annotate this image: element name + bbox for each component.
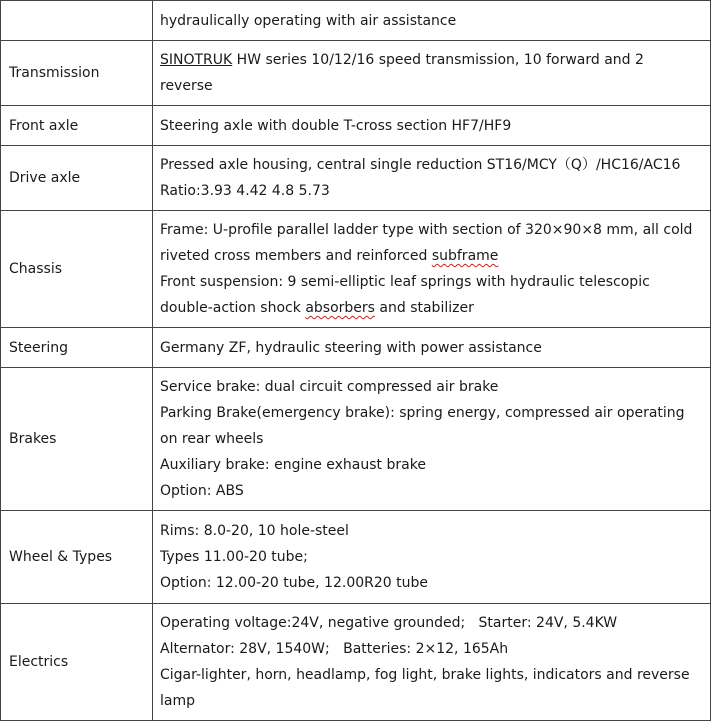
row-value — [153, 146, 711, 211]
row-label: Brakes — [1, 368, 153, 511]
row-label: Wheel & Types — [1, 511, 153, 604]
value-text: and stabilizer — [374, 300, 474, 316]
value-text: riveted cross members and reinforced — [160, 248, 432, 264]
row-label — [1, 1, 153, 41]
table-row — [1, 511, 711, 604]
row-label: Front axle — [1, 106, 153, 146]
table-row — [1, 1, 711, 41]
row-label: Drive axle — [1, 146, 153, 211]
value-line — [160, 243, 704, 269]
row-value — [153, 368, 711, 511]
value-line: Front suspension: 9 semi-elliptic leaf springs with hydraulic telescopic — [160, 274, 650, 290]
value-line: Germany ZF, hydraulic steering with power assistance — [160, 339, 542, 356]
row-value — [153, 41, 711, 106]
brand-name: SINOTRUK — [160, 52, 233, 68]
spellcheck-flagged-word: absorbers — [305, 300, 375, 316]
row-label: Transmission — [1, 41, 153, 106]
value-line: Operating voltage:24V, negative grounded; Starter: 24V, 5.4KW — [160, 615, 618, 631]
value-line: Parking Brake(emergency brake): spring energy, compressed air operating — [160, 405, 685, 421]
value-line: lamp — [160, 693, 195, 709]
value-line: Option: ABS — [160, 483, 244, 499]
spellcheck-flagged-word: subframe — [431, 248, 499, 264]
value-line: Rims: 8.0-20, 10 hole-steel — [160, 523, 349, 539]
row-value — [153, 604, 711, 721]
value-text: double-action shock — [160, 300, 306, 316]
table-row — [1, 106, 711, 146]
row-label: Steering — [1, 328, 153, 368]
value-line: Alternator: 28V, 1540W; Batteries: 2×12, 165Ah — [160, 641, 509, 657]
value-line — [160, 47, 704, 73]
row-label: Electrics — [1, 604, 153, 721]
table-row — [1, 328, 711, 368]
value-line: Ratio:3.93 4.42 4.8 5.73 — [160, 183, 330, 199]
table-row — [1, 41, 711, 106]
value-line: reverse — [160, 78, 213, 94]
row-value — [153, 1, 711, 41]
row-value — [153, 106, 711, 146]
value-line: Pressed axle housing, central single reduction ST16/MCY（Q）/HC16/AC16 — [160, 157, 681, 173]
value-line: on rear wheels — [160, 431, 264, 447]
value-line: Service brake: dual circuit compressed air brake — [160, 379, 499, 395]
value-line: hydraulically operating with air assistance — [160, 12, 457, 29]
value-line: Cigar-lighter, horn, headlamp, fog light, brake lights, indicators and reverse — [160, 667, 690, 683]
value-line: Option: 12.00-20 tube, 12.00R20 tube — [160, 575, 428, 591]
value-line: Auxiliary brake: engine exhaust brake — [160, 457, 426, 473]
row-value — [153, 211, 711, 328]
value-line: Frame: U-profile parallel ladder type with section of 320×90×8 mm, all cold — [160, 222, 693, 238]
value-line — [160, 295, 704, 321]
table-row — [1, 211, 711, 328]
row-label: Chassis — [1, 211, 153, 328]
table-row — [1, 368, 711, 511]
row-value — [153, 328, 711, 368]
table-row — [1, 604, 711, 721]
value-line: Types 11.00-20 tube; — [160, 549, 308, 565]
value-line: Steering axle with double T-cross section HF7/HF9 — [160, 117, 512, 134]
table-row — [1, 146, 711, 211]
row-value — [153, 511, 711, 604]
value-text: HW series 10/12/16 speed transmission, 10 forward and 2 — [232, 52, 644, 68]
